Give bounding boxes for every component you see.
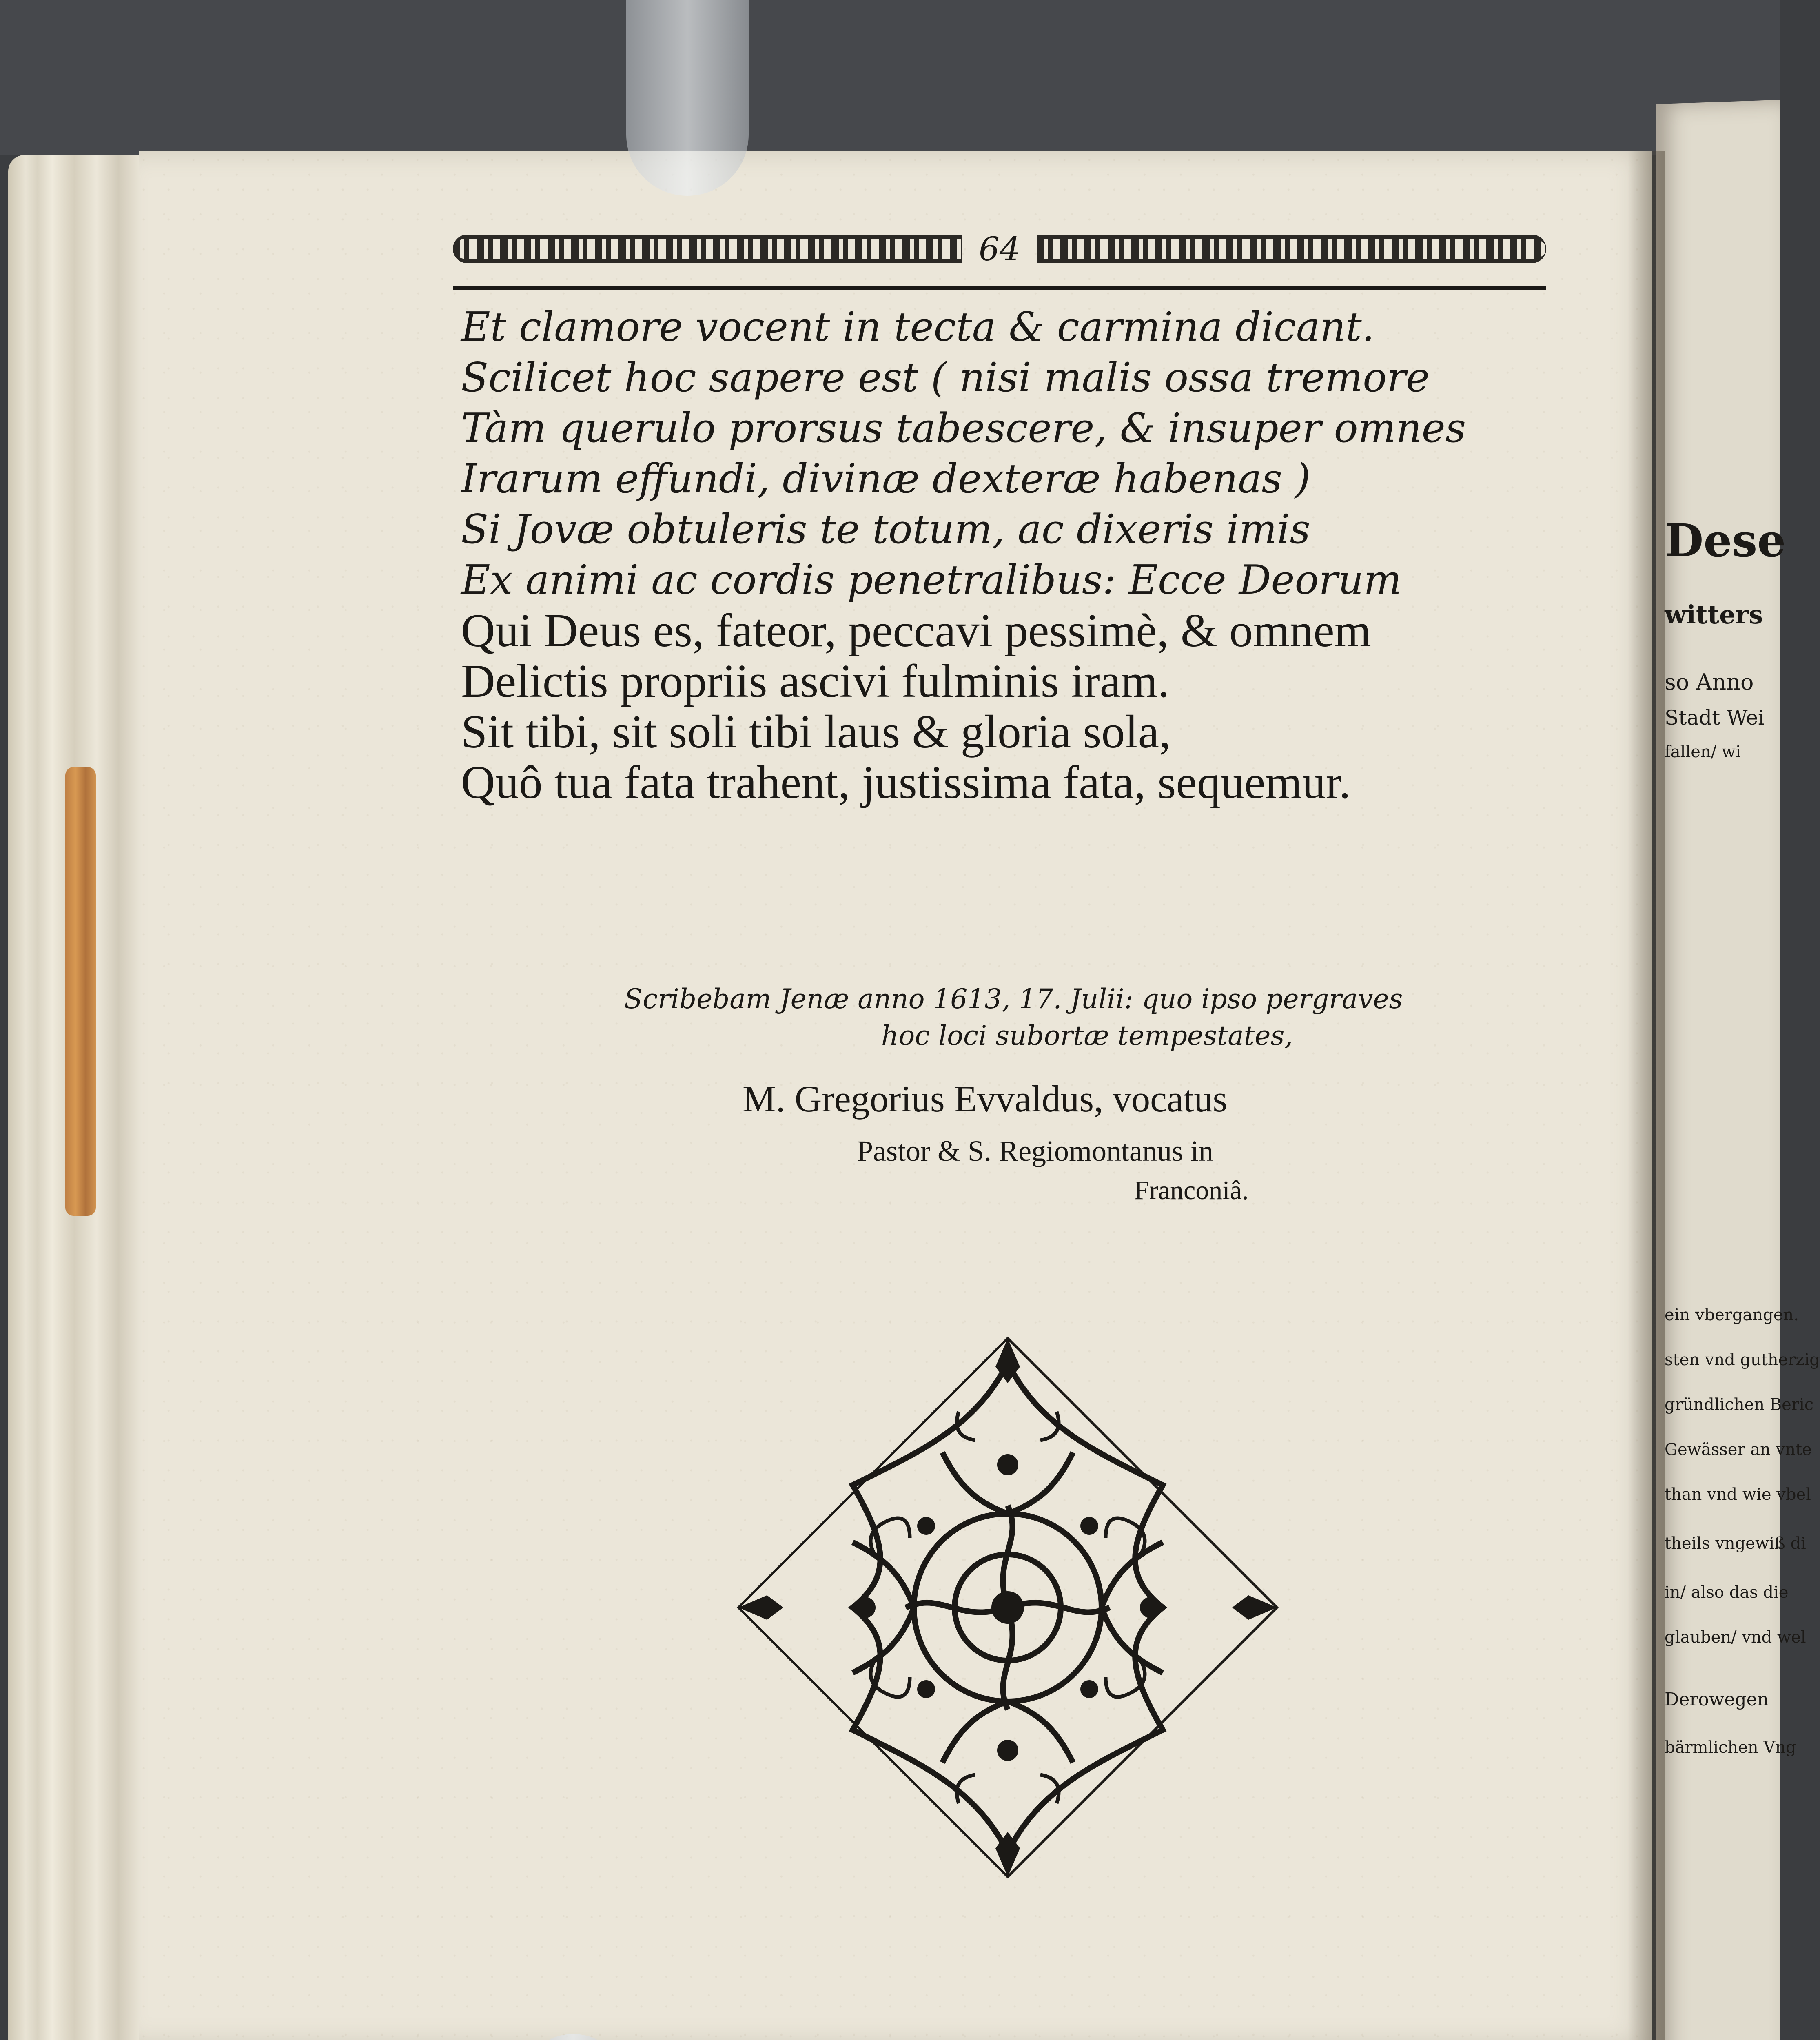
verse-line: Si Jovæ obtuleris te totum, ac dixeris imis: [461, 506, 1310, 553]
header-rule: [453, 286, 1546, 290]
diamond-ornament: [730, 1330, 1285, 1885]
gutter-shadow: [1628, 151, 1665, 2040]
facing-page-line: Gewässer an vnte: [1665, 1440, 1812, 1459]
verse-line: Qui Deus es, fateor, peccavi pessimè, & omnem: [461, 605, 1371, 657]
facing-page-line: gründlichen Beric: [1665, 1395, 1814, 1414]
facing-page-line: Dese: [1665, 514, 1786, 567]
facing-page-line: bärmlichen Vng: [1665, 1738, 1796, 1757]
facing-page-line: Derowegen: [1665, 1689, 1769, 1710]
facing-page-line: glauben/ vnd wel: [1665, 1628, 1806, 1647]
page-header: [453, 228, 1546, 269]
facing-page-line: sten vnd gutherzig: [1665, 1350, 1820, 1369]
facing-page-line: ein vbergangen.: [1665, 1306, 1799, 1324]
verse-line: Sit tibi, sit soli tibi laus & gloria sola,: [461, 706, 1171, 758]
verse-line: Quô tua fata trahent, justissima fata, sequemur.: [461, 756, 1351, 809]
facing-page-line: in/ also das die: [1665, 1583, 1789, 1602]
signoff-line-1: Scribebam Jenæ anno 1613, 17. Julii: quo ipso pergraves: [624, 983, 1403, 1015]
verse-line: Irarum effundi, divinæ dexteræ habenas ): [461, 456, 1311, 502]
verse-line: Delictis propriis ascivi fulminis iram.: [461, 655, 1170, 707]
verse-line: Scilicet hoc sapere est ( nisi malis ossa tremore: [461, 355, 1430, 401]
author-place: Franconiâ.: [1134, 1175, 1249, 1205]
holder-clip-top: [626, 0, 749, 196]
facing-page-line: theils vngewiß di: [1665, 1534, 1806, 1553]
verse-line: Et clamore vocent in tecta & carmina dicant.: [461, 304, 1374, 350]
signoff-line-2: hoc loci subortæ tempestates,: [881, 1020, 1293, 1051]
facing-page-line: fallen/ wi: [1665, 743, 1741, 761]
binding-tape: [65, 767, 96, 1216]
facing-page-line: than vnd wie vbel: [1665, 1485, 1811, 1504]
verse-line: Ex animi ac cordis penetralibus: Ecce Deorum: [461, 557, 1402, 603]
verse-line: Tàm querulo prorsus tabescere, & insuper omnes: [461, 405, 1466, 452]
header-ornament-right: [1037, 235, 1546, 263]
header-ornament-left: [453, 235, 962, 263]
page-number: 64: [979, 230, 1020, 268]
facing-page-line: so Anno: [1665, 669, 1754, 695]
scanner-background-top: [0, 0, 1780, 155]
facing-page-line: witters: [1665, 600, 1763, 630]
facing-page-line: Stadt Wei: [1665, 706, 1765, 730]
author-name: M. Gregorius Evvaldus, vocatus: [743, 1078, 1228, 1120]
verse-block: [461, 302, 1587, 808]
author-title: Pastor & S. Regiomontanus in: [857, 1135, 1214, 1167]
